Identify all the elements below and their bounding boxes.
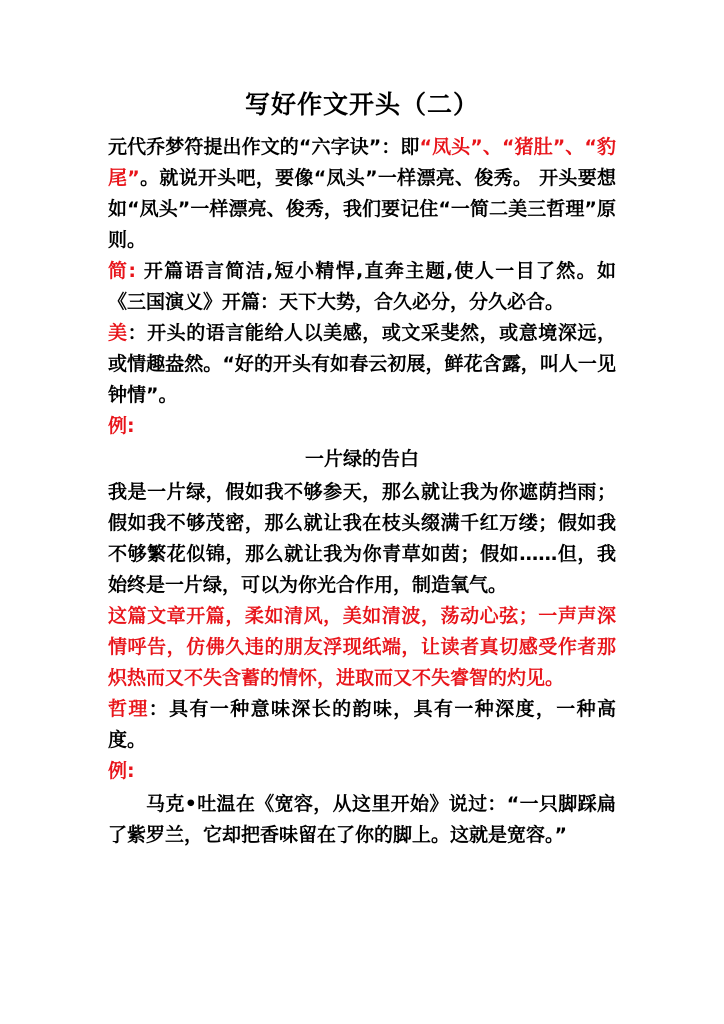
- mei-label: 美: [108, 322, 128, 344]
- mei-paragraph: [108, 318, 616, 411]
- example-1-subtitle: 一片绿的告白: [304, 448, 419, 470]
- zheli-label: 哲理: [108, 698, 149, 720]
- intro-highlight-baowei: “豹尾”: [108, 136, 616, 189]
- mei-text: ：开头的语言能给人以美感，或文采斐然，或意境深远，或情趣盎然。“好的开头有如春云初展，鲜花含露，叫人一见钟情”。: [108, 322, 616, 406]
- intro-highlight-fengtou: “凤头”: [419, 136, 483, 158]
- jian-label: 简:: [108, 260, 136, 282]
- intro-text-1: 元代乔梦符提出作文的“六字诀”：即: [108, 136, 420, 158]
- intro-paragraph: [108, 132, 616, 256]
- example-1-comment: 这篇文章开篇，柔如清风，美如清波，荡动心弦；一声声深情呼告，仿佛久违的朋友浮现纸端，让读者真切感受作者那炽热而又不失含蓄的情怀，进取而又不失睿智的灼见。: [108, 605, 616, 689]
- jian-paragraph: [108, 256, 616, 318]
- jian-text: 开篇语言简洁,短小精悍,直奔主题,使人一目了然。如《三国演义》开篇：天下大势，合久必分，分久必合。: [108, 260, 616, 313]
- intro-text-2: 。就说开头吧，要像“凤头”一样漂亮、俊秀。 开头要想如“凤头”一样漂亮、俊秀，我们要记住“一简二美三哲理”原则。: [108, 167, 616, 251]
- example-2-body: 马克•吐温在《宽容，从这里开始》说过：“一只脚踩扁了紫罗兰，它却把香味留在了你的脚上。这就是宽容。”: [108, 793, 616, 846]
- zheli-text: ：具有一种意味深长的韵味，具有一种深度，一种高度。: [108, 698, 616, 751]
- example-2-label: 例:: [108, 760, 135, 782]
- zheli-paragraph: [108, 694, 616, 756]
- example-1-label: 例:: [108, 415, 135, 437]
- example-1-body: 我是一片绿，假如我不够参天，那么就让我为你遮荫挡雨；假如我不够茂密，那么就让我在枝头缀满千红万缕；假如我不够繁花似锦，那么就让我为你青草如茵；假如……但，我始终是一片绿，可以为你光合作用，制造氧气。: [108, 481, 616, 596]
- intro-separator-2: 、: [565, 136, 585, 158]
- intro-highlight-zhudu: “猪肚”: [501, 136, 566, 158]
- intro-separator-1: 、: [482, 136, 502, 158]
- page-title: 写好作文开头（二）: [244, 90, 479, 119]
